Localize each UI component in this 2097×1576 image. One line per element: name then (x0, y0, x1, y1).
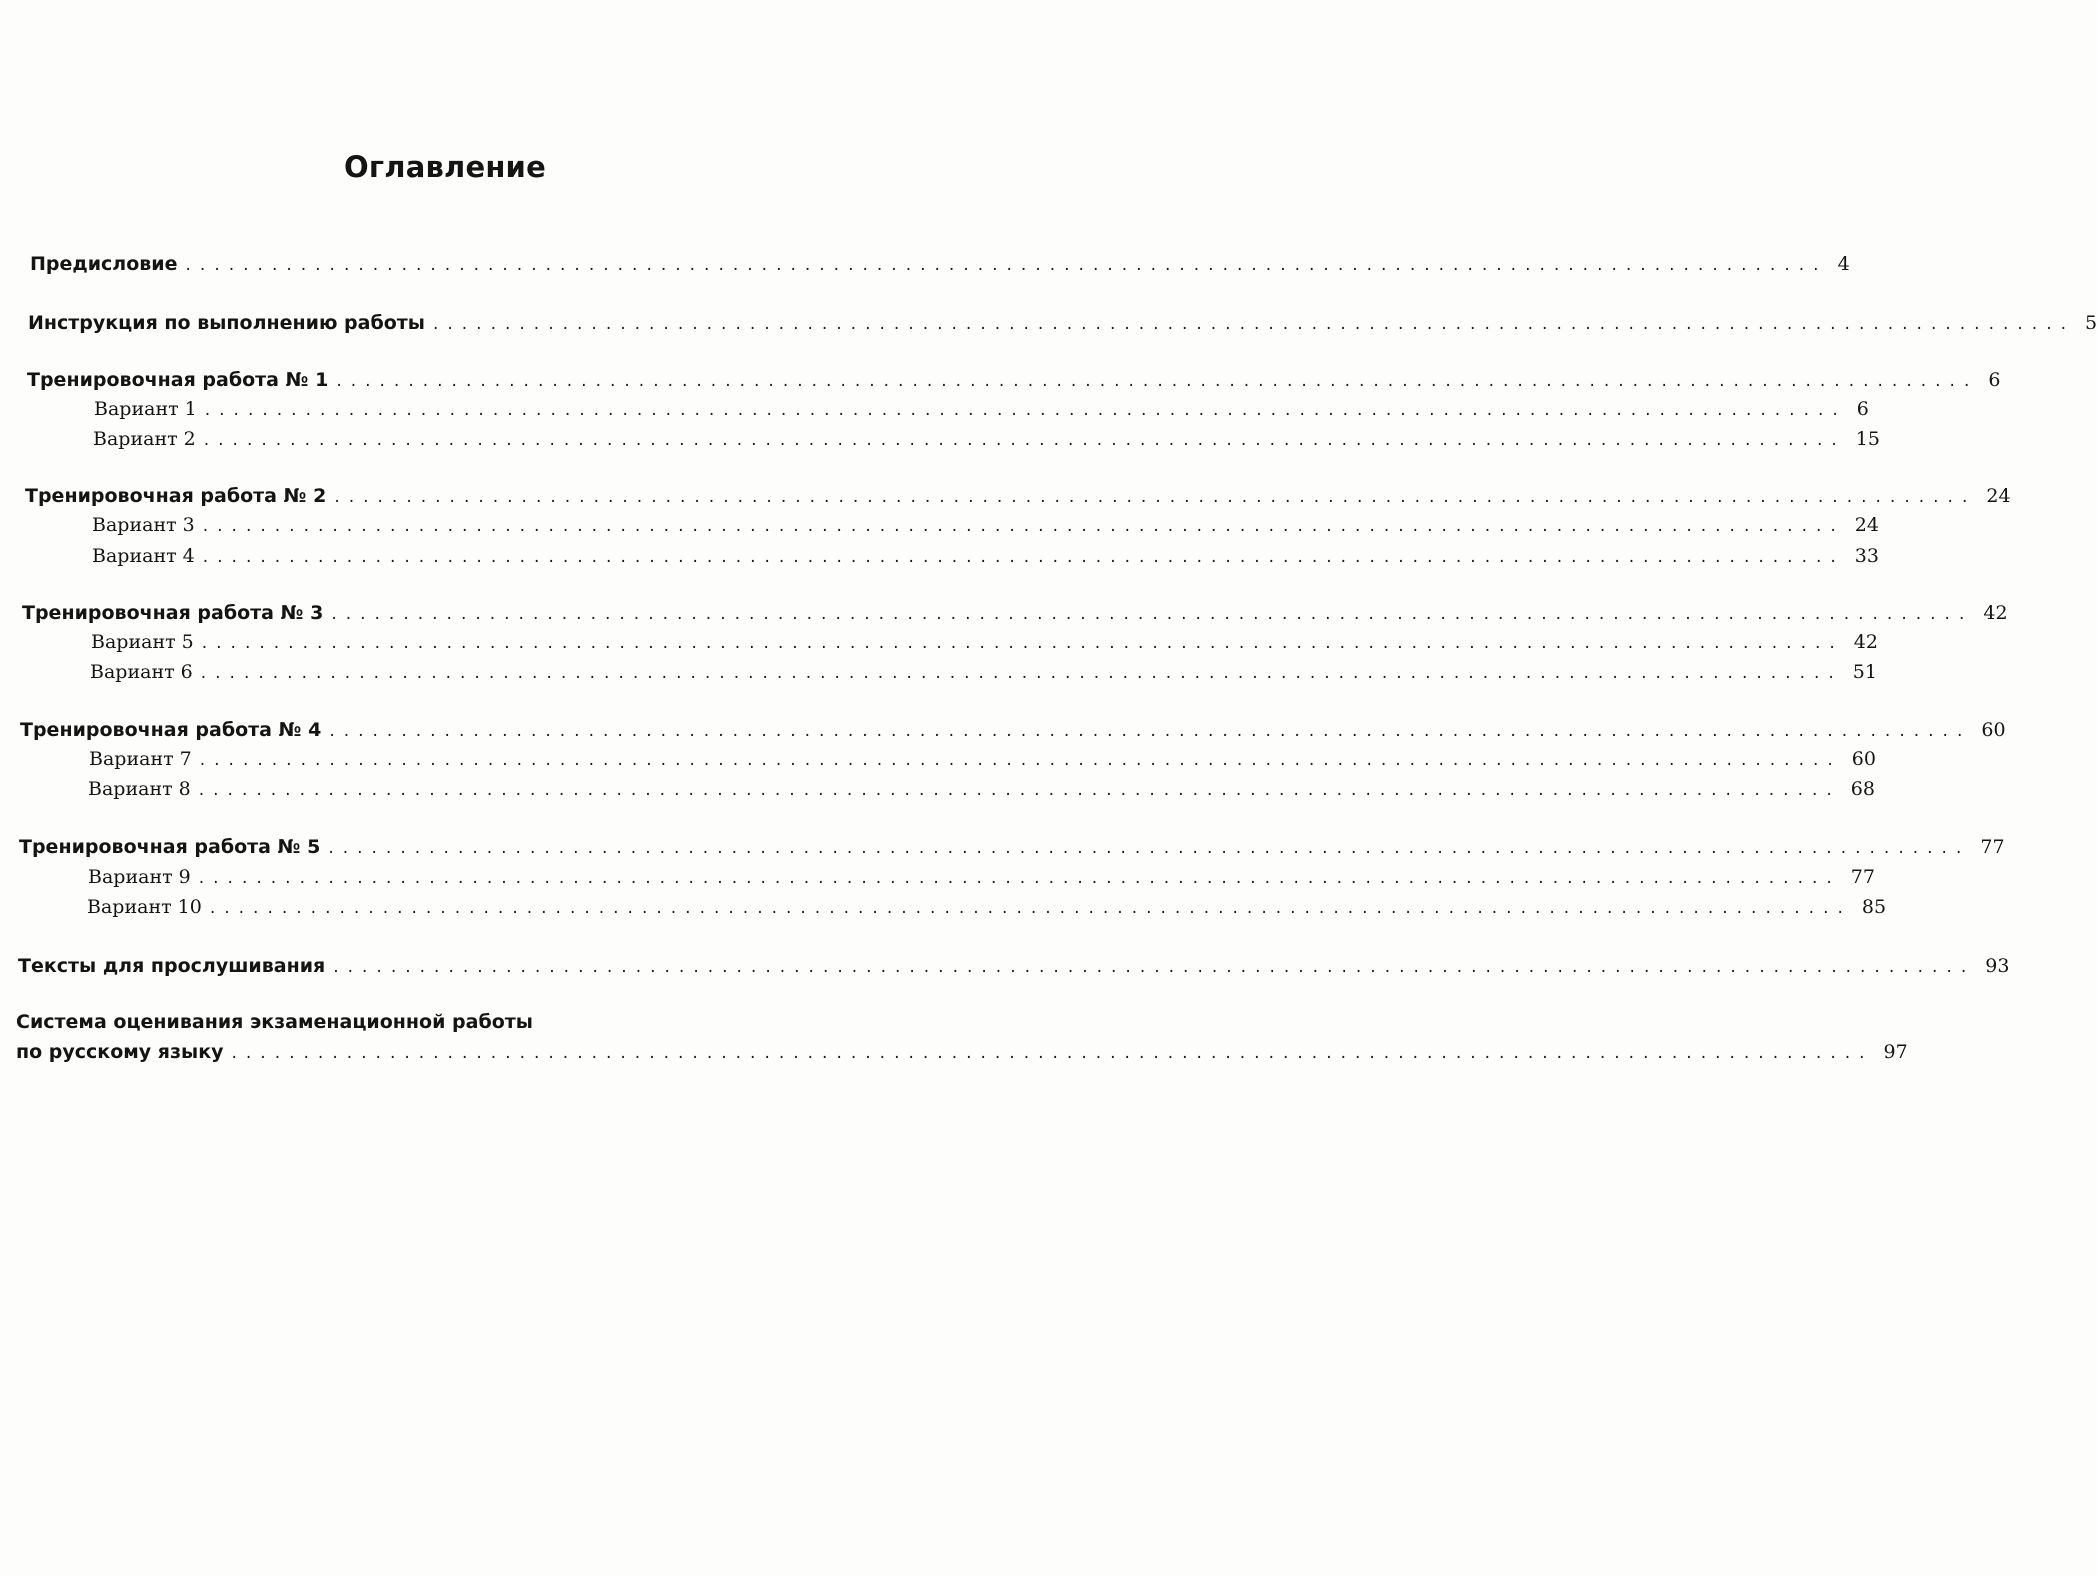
toc-entry-page: 24 (1854, 514, 1879, 536)
dot-leader: .................................................................................................................. (202, 547, 1845, 567)
toc-entry-label: Вариант 9 (88, 866, 191, 888)
toc-entry-instructions[interactable] (28, 312, 2097, 334)
dot-leader: .................................................................................................................. (198, 868, 1841, 888)
toc-entry-listening-texts[interactable] (18, 955, 2010, 977)
dot-leader: .................................................................................................................. (231, 1043, 1874, 1063)
toc-entry-page: 60 (1981, 719, 2006, 741)
toc-entry-page: 42 (1853, 631, 1878, 653)
toc-entry-page: 4 (1837, 253, 1850, 275)
toc-entry-training-work-5[interactable] (19, 836, 2005, 858)
toc-entry-training-work-3[interactable] (22, 602, 2008, 624)
toc-entry-label: Вариант 10 (87, 896, 202, 918)
dot-leader: .................................................................................................................. (185, 255, 1828, 275)
dot-leader: .................................................................................................................. (333, 957, 1976, 977)
toc-entry-label: Вариант 5 (91, 631, 194, 653)
toc-entry-variant-2[interactable] (93, 428, 1880, 450)
toc-entry-variant-4[interactable] (92, 545, 1879, 567)
toc-entry-page: 77 (1980, 836, 2005, 858)
toc-entry-label: Вариант 6 (90, 661, 193, 683)
toc-entry-label: Предисловие (30, 253, 178, 275)
dot-leader: .................................................................................................................. (202, 516, 1845, 536)
toc-entry-label: Тренировочная работа № 2 (25, 485, 327, 507)
toc-entry-label: Тексты для прослушивания (18, 955, 326, 977)
toc-entry-page: 42 (1983, 602, 2008, 624)
toc-entry-page: 93 (1985, 955, 2010, 977)
toc-entry-label: Вариант 7 (89, 748, 192, 770)
dot-leader: .................................................................................................................. (200, 663, 1843, 683)
dot-leader: .................................................................................................................. (201, 633, 1844, 653)
toc-entry-page: 97 (1883, 1041, 1908, 1063)
toc-entry-label: Вариант 3 (92, 514, 195, 536)
dot-leader: .................................................................................................................. (209, 898, 1852, 918)
toc-entry-variant-6[interactable] (90, 661, 1877, 683)
toc-entry-page: 77 (1850, 866, 1875, 888)
dot-leader: .................................................................................................................. (336, 371, 1979, 391)
toc-entry-label: по русскому языку (16, 1041, 224, 1063)
toc-entry-page: 6 (1856, 398, 1869, 420)
toc-entry-label: Вариант 2 (93, 428, 196, 450)
toc-entry-label: Вариант 8 (88, 778, 191, 800)
toc-entry-page: 5 (2085, 312, 2097, 334)
dot-leader: .................................................................................................................. (328, 838, 1971, 858)
toc-entry-variant-3[interactable] (92, 514, 1879, 536)
toc-entry-variant-5[interactable] (91, 631, 1878, 653)
toc-entry-page: 24 (1986, 485, 2011, 507)
toc-entry-variant-10[interactable] (87, 896, 1887, 918)
dot-leader: .................................................................................................................. (432, 314, 2076, 334)
dot-leader: .................................................................................................................. (199, 750, 1842, 770)
toc-title: Оглавление (344, 150, 546, 184)
toc-entry-training-work-4[interactable] (20, 719, 2006, 741)
toc-entry-label: Инструкция по выполнению работы (28, 312, 425, 334)
toc-entry-training-work-1[interactable] (27, 369, 2001, 391)
toc-entry-label: Вариант 4 (92, 545, 195, 567)
toc-entry-label: Тренировочная работа № 5 (19, 836, 321, 858)
dot-leader: .................................................................................................................. (203, 430, 1846, 450)
toc-entry-label: Вариант 1 (94, 398, 197, 420)
toc-entry-variant-7[interactable] (89, 748, 1876, 770)
dot-leader: .................................................................................................................. (331, 604, 1974, 624)
toc-entry-variant-9[interactable] (88, 866, 1875, 888)
toc-entry-variant-1[interactable] (94, 398, 1869, 420)
dot-leader: .................................................................................................................. (204, 400, 1847, 420)
toc-entry-label: Тренировочная работа № 4 (20, 719, 322, 741)
toc-entry-grading-system-line1[interactable]: Система оценивания экзаменационной работы (16, 1011, 533, 1033)
toc-entry-page: 51 (1852, 661, 1877, 683)
toc-entry-label: Тренировочная работа № 3 (22, 602, 324, 624)
toc-entry-training-work-2[interactable] (25, 485, 2011, 507)
dot-leader: .................................................................................................................. (329, 721, 1972, 741)
toc-entry-page: 60 (1851, 748, 1876, 770)
toc-entry-page: 85 (1861, 896, 1887, 918)
toc-entry-variant-8[interactable] (88, 778, 1875, 800)
toc-entry-page: 6 (1988, 369, 2001, 391)
toc-entry-page: 68 (1850, 778, 1875, 800)
toc-entry-page: 33 (1854, 545, 1879, 567)
dot-leader: .................................................................................................................. (198, 780, 1841, 800)
toc-entry-label: Тренировочная работа № 1 (27, 369, 329, 391)
dot-leader: .................................................................................................................. (334, 487, 1977, 507)
toc-entry-page: 15 (1855, 428, 1880, 450)
toc-entry-grading-system[interactable] (16, 1041, 1908, 1063)
toc-entry-preface[interactable] (30, 253, 1850, 275)
